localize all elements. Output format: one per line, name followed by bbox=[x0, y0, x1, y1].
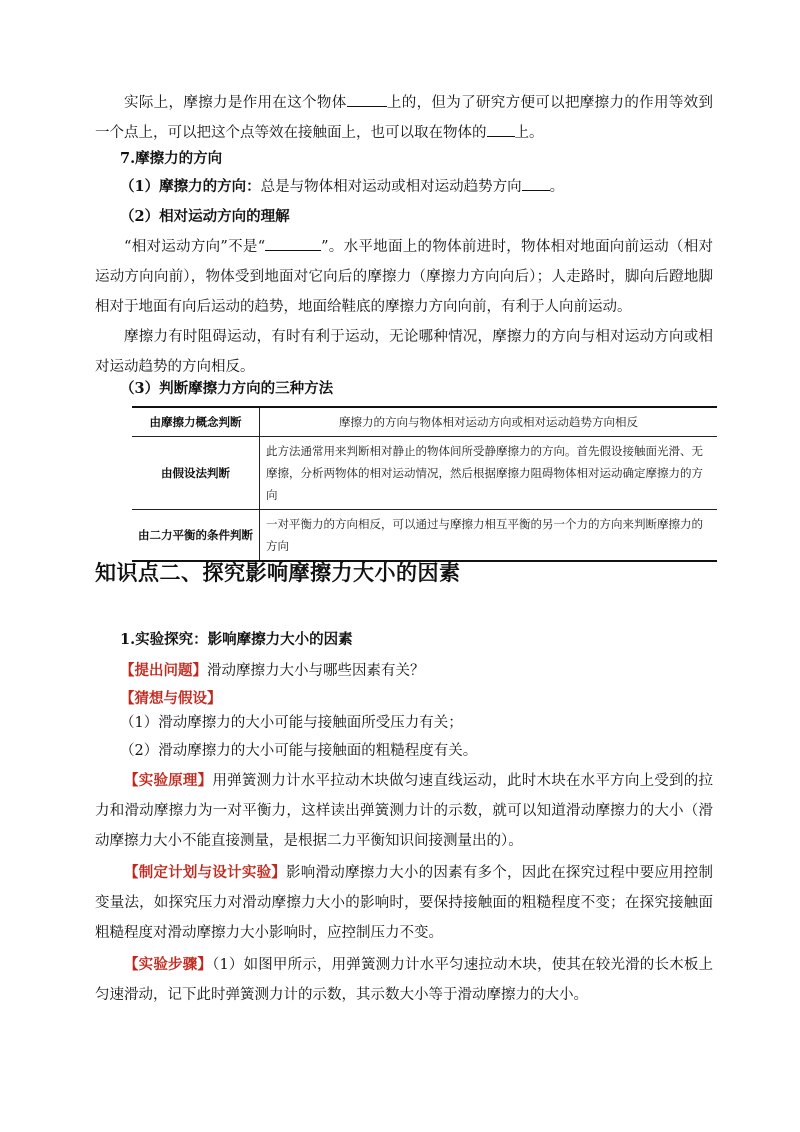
question-text: 滑动摩擦力大小与哪些因素有关？ bbox=[207, 663, 425, 679]
sub2-text-2: ”。水平地面上的物体前进时，物体相对地面向前运动（相对运动方向向前），物体受到地面对它向后的摩擦力（摩擦力方向向后）；人走路时，脚向后蹬地脚相对于地面有向后运动的趋势，地面给鞋底的摩擦力方向向前，有利于人向前运动。 bbox=[95, 239, 713, 315]
knowledge-point-2-title: 知识点二、探究影响摩擦力大小的因素 bbox=[95, 561, 461, 585]
sub1-label: （1）摩擦力的方向： bbox=[120, 178, 261, 195]
question-paragraph bbox=[120, 656, 738, 686]
sub3-heading: （3）判断摩擦力方向的三种方法 bbox=[120, 380, 334, 397]
intro-text-2: 上的，但为了研究方便可以把摩擦力的作用等效到一个点上，可以把这个点等效在接触面上，也可以取在物体的 bbox=[95, 95, 714, 141]
table-cell-description: 此方法通常用来判断相对静止的物体间所受静摩擦力的方向。首先假设接触面光滑、无摩擦，分析两物体的相对运动情况，然后根据摩擦力阻碍物体相对运动确定摩擦力的方向 bbox=[260, 437, 718, 510]
intro-text-3: 上。 bbox=[514, 125, 544, 141]
intro-text-1: 实际上，摩擦力是作用在这个物体 bbox=[124, 95, 347, 111]
table-cell-description: 摩擦力的方向与物体相对运动方向或相对运动趋势方向相反 bbox=[260, 407, 718, 437]
hypothesis-2: （2）滑动摩擦力的大小可能与接触面的粗糙程度有关。 bbox=[120, 743, 478, 759]
section-heading-7: 7.摩擦力的方向 bbox=[120, 150, 223, 167]
sub1-text: 总是与物体相对运动或相对运动趋势方向 bbox=[260, 179, 522, 195]
table-row bbox=[132, 437, 717, 510]
experiment-heading: 1.实验探究：影响摩擦力大小的因素 bbox=[120, 631, 353, 648]
sub1-end: 。 bbox=[549, 179, 565, 195]
sub2-paragraph-2: 摩擦力有时阻碍运动，有时有利于运动，无论哪种情况，摩擦力的方向与相对运动方向或相对运动趋势的方向相反。 bbox=[95, 329, 713, 375]
table-cell-method: 由二力平衡的条件判断 bbox=[132, 510, 260, 562]
hypothesis-tag: 【猜想与假设】 bbox=[120, 690, 222, 707]
sub2-paragraph bbox=[95, 232, 713, 322]
table-row bbox=[132, 510, 717, 562]
friction-direction-methods-table bbox=[132, 406, 717, 562]
plan-text: 影响滑动摩擦力大小的因素有多个，因此在探究过程中要应用控制变量法，如探究压力对滑动摩擦力大小的影响时，要保持接触面的粗糙程度不变；在探究接触面粗糙程度对滑动摩擦力大小影响时，应控制压力不变。 bbox=[95, 865, 714, 941]
principle-text: 用弹簧测力计水平拉动木块做匀速直线运动，此时木块在水平方向上受到的拉力和滑动摩擦力为一对平衡力，这样读出弹簧测力计的示数，就可以知道滑动摩擦力的大小（滑动摩擦力大小不能直接测量，是根据二力平衡知识间接测量出的）。 bbox=[95, 773, 714, 849]
principle-paragraph bbox=[95, 766, 713, 856]
sub1-paragraph bbox=[120, 172, 738, 202]
steps-text: （1）如图甲所示，用弹簧测力计水平匀速拉动木块，使其在较光滑的长木板上匀速滑动，记下此时弹簧测力计的示数，其示数大小等于滑动摩擦力的大小。 bbox=[95, 957, 713, 1003]
plan-tag: 【制定计划与设计实验】 bbox=[124, 864, 287, 881]
fill-blank-2[interactable] bbox=[487, 122, 515, 137]
fill-blank-1[interactable] bbox=[347, 92, 387, 107]
fill-blank-3[interactable] bbox=[522, 176, 550, 191]
fill-blank-4[interactable] bbox=[265, 236, 321, 251]
table-cell-method: 由假设法判断 bbox=[132, 437, 260, 510]
sub2-heading: （2）相对运动方向的理解 bbox=[120, 208, 290, 225]
hypothesis-1: （1）滑动摩擦力的大小可能与接触面所受压力有关； bbox=[120, 715, 463, 731]
intro-paragraph bbox=[95, 88, 713, 148]
sub2-text-1: “相对运动方向”不是“ bbox=[124, 239, 266, 255]
principle-tag: 【实验原理】 bbox=[124, 772, 213, 789]
steps-tag: 【实验步骤】 bbox=[124, 956, 213, 973]
table-cell-method: 由摩擦力概念判断 bbox=[132, 407, 260, 437]
table-cell-description: 一对平衡力的方向相反，可以通过与摩擦力相互平衡的另一个力的方向来判断摩擦力的方向 bbox=[260, 510, 718, 562]
steps-paragraph bbox=[95, 950, 713, 1010]
plan-paragraph bbox=[95, 858, 713, 948]
question-tag: 【提出问题】 bbox=[120, 662, 207, 679]
table-row bbox=[132, 407, 717, 437]
